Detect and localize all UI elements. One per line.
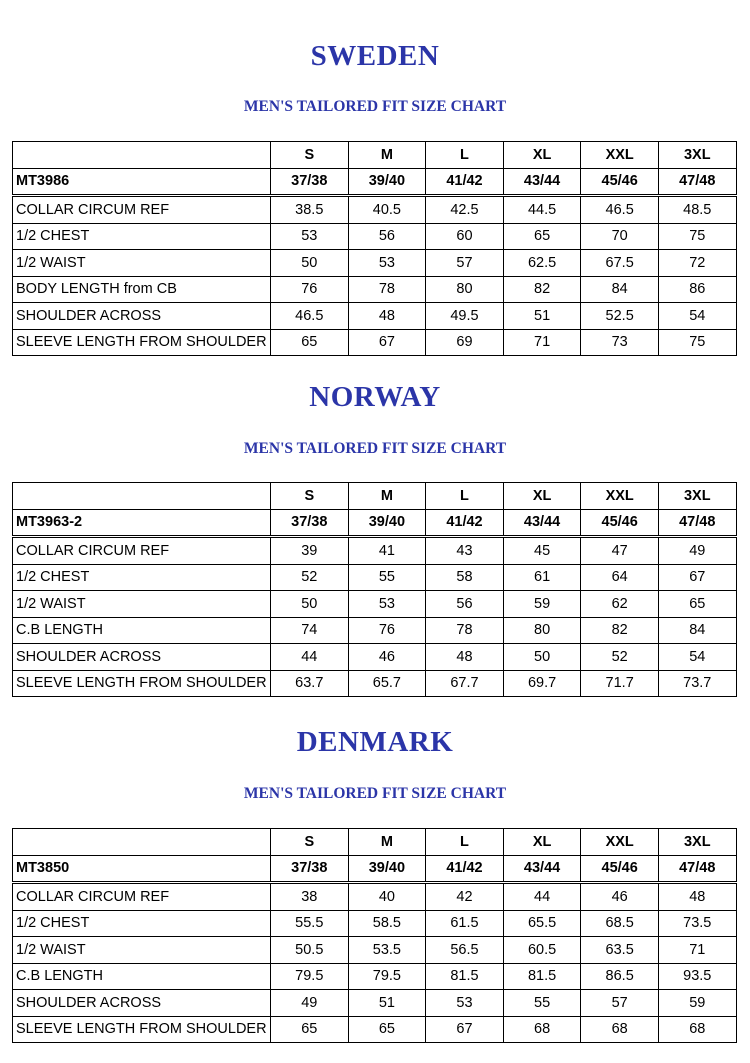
measurement-value: 75 [658, 223, 736, 250]
size-header-cell: XXL [581, 142, 659, 169]
measurement-label: SHOULDER ACROSS [13, 990, 271, 1017]
measurement-label: SLEEVE LENGTH FROM SHOULDER [13, 670, 271, 697]
size-header-row [13, 142, 737, 169]
measurement-label: 1/2 CHEST [13, 223, 271, 250]
model-code: MT3963-2 [13, 509, 271, 537]
measurement-value: 53 [348, 591, 426, 618]
measurement-value: 57 [581, 990, 659, 1017]
norway-title: NORWAY [309, 381, 441, 413]
measurement-label: SHOULDER ACROSS [13, 644, 271, 671]
fit-cell: 37/38 [271, 855, 349, 883]
measurement-value: 40 [348, 883, 426, 911]
size-header-cell: M [348, 829, 426, 856]
measurement-label: 1/2 WAIST [13, 937, 271, 964]
measurement-value: 93.5 [658, 963, 736, 990]
measurement-value: 82 [581, 617, 659, 644]
table-row [13, 196, 737, 224]
size-header-cell: XXL [581, 829, 659, 856]
measurement-label: C.B LENGTH [13, 617, 271, 644]
measurement-value: 81.5 [426, 963, 504, 990]
size-header-cell: M [348, 483, 426, 510]
measurement-value: 82 [503, 276, 581, 303]
measurement-value: 58.5 [348, 910, 426, 937]
measurement-value: 65 [348, 1016, 426, 1043]
size-header-cell: XXL [581, 483, 659, 510]
measurement-value: 67.5 [581, 250, 659, 277]
measurement-value: 51 [348, 990, 426, 1017]
fit-cell: 37/38 [271, 509, 349, 537]
table-row [13, 1016, 737, 1043]
measurement-value: 61.5 [426, 910, 504, 937]
measurement-value: 86.5 [581, 963, 659, 990]
header-empty-cell [13, 142, 271, 169]
measurement-value: 41 [348, 537, 426, 565]
header-empty-cell [13, 483, 271, 510]
measurement-value: 44 [271, 644, 349, 671]
measurement-value: 65 [271, 1016, 349, 1043]
measurement-value: 49 [271, 990, 349, 1017]
measurement-value: 60 [426, 223, 504, 250]
measurement-value: 56 [348, 223, 426, 250]
measurement-value: 52 [271, 564, 349, 591]
measurement-value: 54 [658, 303, 736, 330]
measurement-value: 53 [271, 223, 349, 250]
table-row [13, 276, 737, 303]
table-row [13, 617, 737, 644]
measurement-label: 1/2 CHEST [13, 910, 271, 937]
measurement-value: 78 [348, 276, 426, 303]
measurement-value: 46.5 [271, 303, 349, 330]
measurement-value: 68 [658, 1016, 736, 1043]
measurement-value: 59 [658, 990, 736, 1017]
measurement-value: 52 [581, 644, 659, 671]
model-row [13, 855, 737, 883]
table-row [13, 223, 737, 250]
measurement-value: 67 [426, 1016, 504, 1043]
measurement-value: 50 [271, 591, 349, 618]
measurement-value: 40.5 [348, 196, 426, 224]
model-row [13, 168, 737, 196]
measurement-value: 84 [581, 276, 659, 303]
measurement-value: 38.5 [271, 196, 349, 224]
measurement-value: 49 [658, 537, 736, 565]
fit-cell: 37/38 [271, 168, 349, 196]
measurement-label: SLEEVE LENGTH FROM SHOULDER [13, 1016, 271, 1043]
measurement-value: 50 [503, 644, 581, 671]
fit-cell: 41/42 [426, 855, 504, 883]
measurement-value: 62 [581, 591, 659, 618]
table-row [13, 963, 737, 990]
size-header-cell: L [426, 829, 504, 856]
measurement-value: 38 [271, 883, 349, 911]
measurement-value: 50.5 [271, 937, 349, 964]
measurement-label: SLEEVE LENGTH FROM SHOULDER [13, 329, 271, 356]
table-row [13, 883, 737, 911]
denmark-subtitle: MEN'S TAILORED FIT SIZE CHART [243, 785, 507, 802]
measurement-value: 65.5 [503, 910, 581, 937]
size-header-cell: L [426, 142, 504, 169]
measurement-label: 1/2 CHEST [13, 564, 271, 591]
size-header-cell: XL [503, 483, 581, 510]
table-row [13, 937, 737, 964]
measurement-value: 68 [503, 1016, 581, 1043]
table-row [13, 564, 737, 591]
measurement-value: 53.5 [348, 937, 426, 964]
measurement-value: 56.5 [426, 937, 504, 964]
measurement-value: 45 [503, 537, 581, 565]
measurement-label: 1/2 WAIST [13, 250, 271, 277]
measurement-value: 69.7 [503, 670, 581, 697]
measurement-value: 50 [271, 250, 349, 277]
measurement-value: 80 [426, 276, 504, 303]
measurement-label: COLLAR CIRCUM REF [13, 196, 271, 224]
measurement-value: 73.7 [658, 670, 736, 697]
measurement-value: 51 [503, 303, 581, 330]
size-header-cell: 3XL [658, 142, 736, 169]
size-header-row [13, 829, 737, 856]
size-header-cell: XL [503, 142, 581, 169]
measurement-value: 65.7 [348, 670, 426, 697]
measurement-value: 67.7 [426, 670, 504, 697]
table-row [13, 329, 737, 356]
measurement-value: 64 [581, 564, 659, 591]
measurement-value: 55 [503, 990, 581, 1017]
measurement-value: 60.5 [503, 937, 581, 964]
measurement-value: 55 [348, 564, 426, 591]
table-row [13, 250, 737, 277]
measurement-value: 76 [348, 617, 426, 644]
measurement-value: 54 [658, 644, 736, 671]
measurement-value: 53 [348, 250, 426, 277]
fit-cell: 47/48 [658, 168, 736, 196]
table-row [13, 644, 737, 671]
measurement-value: 48.5 [658, 196, 736, 224]
denmark-size-table [12, 828, 737, 1043]
table-row [13, 303, 737, 330]
sweden-title: SWEDEN [310, 40, 440, 72]
measurement-value: 74 [271, 617, 349, 644]
measurement-value: 78 [426, 617, 504, 644]
denmark-title: DENMARK [296, 726, 454, 758]
fit-cell: 43/44 [503, 509, 581, 537]
measurement-value: 39 [271, 537, 349, 565]
measurement-value: 44 [503, 883, 581, 911]
measurement-value: 55.5 [271, 910, 349, 937]
sweden-subtitle: MEN'S TAILORED FIT SIZE CHART [243, 98, 507, 115]
fit-cell: 43/44 [503, 855, 581, 883]
measurement-value: 65 [503, 223, 581, 250]
fit-cell: 41/42 [426, 509, 504, 537]
size-header-cell: L [426, 483, 504, 510]
fit-cell: 39/40 [348, 509, 426, 537]
fit-cell: 39/40 [348, 855, 426, 883]
measurement-value: 73.5 [658, 910, 736, 937]
measurement-value: 63.7 [271, 670, 349, 697]
measurement-value: 71.7 [581, 670, 659, 697]
measurement-value: 56 [426, 591, 504, 618]
measurement-value: 71 [503, 329, 581, 356]
measurement-value: 53 [426, 990, 504, 1017]
norway-subtitle: MEN'S TAILORED FIT SIZE CHART [243, 440, 507, 457]
model-code: MT3850 [13, 855, 271, 883]
measurement-value: 47 [581, 537, 659, 565]
size-header-cell: S [271, 829, 349, 856]
fit-cell: 45/46 [581, 855, 659, 883]
size-header-cell: M [348, 142, 426, 169]
fit-cell: 47/48 [658, 509, 736, 537]
measurement-value: 69 [426, 329, 504, 356]
measurement-value: 80 [503, 617, 581, 644]
fit-cell: 47/48 [658, 855, 736, 883]
measurement-value: 46.5 [581, 196, 659, 224]
fit-cell: 41/42 [426, 168, 504, 196]
measurement-value: 86 [658, 276, 736, 303]
table-row [13, 910, 737, 937]
table-row [13, 537, 737, 565]
fit-cell: 39/40 [348, 168, 426, 196]
measurement-value: 84 [658, 617, 736, 644]
measurement-value: 81.5 [503, 963, 581, 990]
model-row [13, 509, 737, 537]
table-row [13, 670, 737, 697]
size-header-cell: 3XL [658, 829, 736, 856]
size-header-row [13, 483, 737, 510]
model-code: MT3986 [13, 168, 271, 196]
fit-cell: 45/46 [581, 168, 659, 196]
measurement-value: 67 [348, 329, 426, 356]
measurement-value: 59 [503, 591, 581, 618]
size-header-cell: S [271, 142, 349, 169]
measurement-value: 61 [503, 564, 581, 591]
measurement-value: 46 [348, 644, 426, 671]
header-empty-cell [13, 829, 271, 856]
fit-cell: 43/44 [503, 168, 581, 196]
measurement-label: BODY LENGTH from CB [13, 276, 271, 303]
measurement-label: C.B LENGTH [13, 963, 271, 990]
table-row [13, 591, 737, 618]
measurement-value: 44.5 [503, 196, 581, 224]
measurement-value: 48 [426, 644, 504, 671]
size-header-cell: 3XL [658, 483, 736, 510]
sweden-size-table [12, 141, 737, 356]
size-header-cell: S [271, 483, 349, 510]
measurement-value: 57 [426, 250, 504, 277]
measurement-value: 73 [581, 329, 659, 356]
measurement-value: 79.5 [271, 963, 349, 990]
measurement-value: 76 [271, 276, 349, 303]
measurement-value: 68 [581, 1016, 659, 1043]
measurement-value: 42.5 [426, 196, 504, 224]
measurement-value: 75 [658, 329, 736, 356]
measurement-value: 71 [658, 937, 736, 964]
table-row [13, 990, 737, 1017]
measurement-value: 42 [426, 883, 504, 911]
measurement-label: SHOULDER ACROSS [13, 303, 271, 330]
measurement-value: 65 [271, 329, 349, 356]
measurement-label: 1/2 WAIST [13, 591, 271, 618]
measurement-value: 72 [658, 250, 736, 277]
measurement-value: 79.5 [348, 963, 426, 990]
measurement-value: 48 [348, 303, 426, 330]
fit-cell: 45/46 [581, 509, 659, 537]
norway-size-table [12, 482, 737, 697]
measurement-label: COLLAR CIRCUM REF [13, 537, 271, 565]
measurement-value: 46 [581, 883, 659, 911]
measurement-value: 63.5 [581, 937, 659, 964]
measurement-value: 70 [581, 223, 659, 250]
measurement-value: 52.5 [581, 303, 659, 330]
measurement-value: 67 [658, 564, 736, 591]
measurement-value: 65 [658, 591, 736, 618]
measurement-value: 43 [426, 537, 504, 565]
measurement-label: COLLAR CIRCUM REF [13, 883, 271, 911]
size-header-cell: XL [503, 829, 581, 856]
measurement-value: 68.5 [581, 910, 659, 937]
measurement-value: 62.5 [503, 250, 581, 277]
measurement-value: 58 [426, 564, 504, 591]
measurement-value: 49.5 [426, 303, 504, 330]
measurement-value: 48 [658, 883, 736, 911]
